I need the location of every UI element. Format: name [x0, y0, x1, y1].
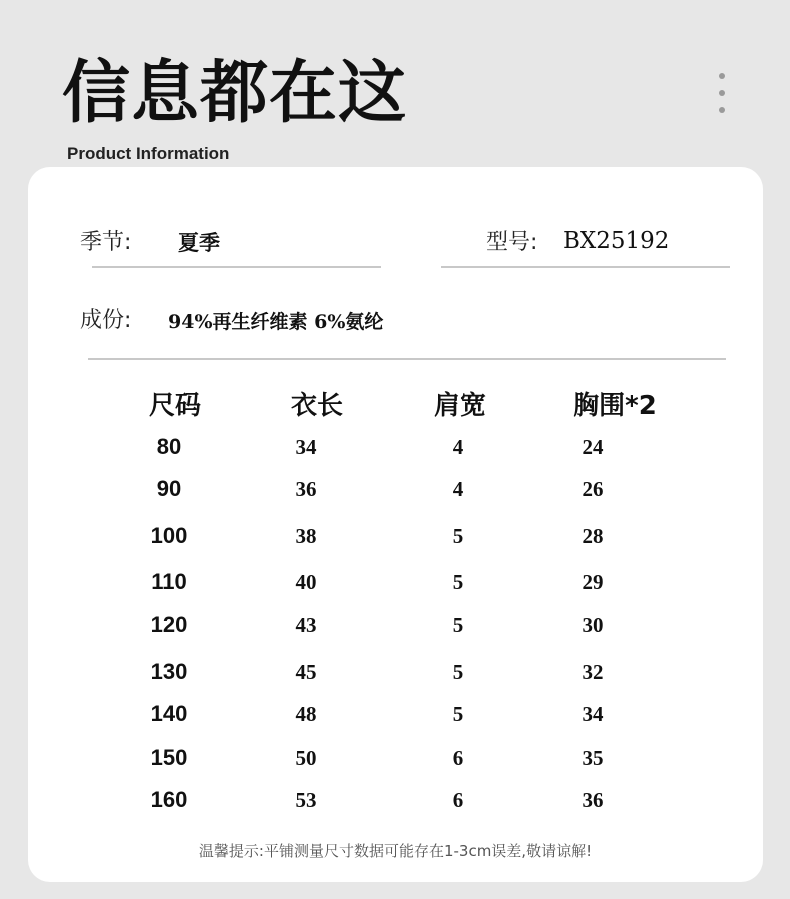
- table-row: [28, 562, 763, 602]
- table-row: [28, 694, 763, 734]
- length-cell: 53: [295, 788, 317, 812]
- size-cell: 130: [150, 659, 188, 684]
- menu-dot: [719, 73, 725, 79]
- shoulder-cell: 4: [452, 477, 464, 501]
- composition-label: 成份:: [80, 308, 132, 333]
- table-row: [28, 427, 763, 467]
- length-cell: 36: [295, 477, 317, 501]
- chest-cell: 24: [582, 435, 604, 459]
- table-row: [28, 605, 763, 645]
- size-cell: 100: [150, 523, 188, 548]
- shoulder-cell: 5: [452, 524, 464, 548]
- shoulder-cell: 6: [452, 746, 464, 770]
- chest-cell: 26: [582, 477, 604, 501]
- shoulder-cell: 5: [452, 660, 464, 684]
- shoulder-cell: 5: [452, 570, 464, 594]
- product-info-card: [28, 167, 763, 882]
- page-title: 信息都在这: [62, 54, 408, 133]
- length-cell: 45: [295, 660, 317, 684]
- size-cell: 150: [150, 745, 188, 770]
- chest-cell: 28: [582, 524, 604, 548]
- table-row: [28, 738, 763, 778]
- length-cell: 40: [295, 570, 317, 594]
- size-cell: 90: [156, 476, 182, 501]
- size-cell: 80: [156, 434, 182, 459]
- menu-dot: [719, 90, 725, 96]
- size-cell: 140: [150, 701, 188, 726]
- size-cell: 120: [150, 612, 188, 637]
- length-cell: 48: [295, 702, 317, 726]
- size-cell: 110: [151, 569, 187, 594]
- size-column-header: 尺码: [148, 391, 202, 421]
- composition-value: 94%再生纤维素 6%氨纶: [168, 311, 384, 333]
- length-cell: 38: [295, 524, 317, 548]
- shoulder-cell: 4: [452, 435, 464, 459]
- model-value: BX25192: [563, 228, 670, 254]
- shoulder-column-header: 肩宽: [433, 391, 487, 421]
- length-cell: 50: [295, 746, 317, 770]
- length-cell: 34: [295, 435, 317, 459]
- table-row: [28, 652, 763, 692]
- shoulder-cell: 5: [452, 702, 464, 726]
- season-divider: [92, 266, 381, 268]
- chest-cell: 36: [582, 788, 604, 812]
- chest-cell: 29: [582, 570, 604, 594]
- table-row: [28, 780, 763, 820]
- page-subtitle: Product Information: [67, 144, 230, 163]
- chest-cell: 32: [582, 660, 604, 684]
- model-divider: [441, 266, 730, 268]
- shoulder-cell: 6: [452, 788, 464, 812]
- chest-cell: 35: [582, 746, 604, 770]
- chest-column-header: 胸围*2: [573, 391, 657, 421]
- size-cell: 160: [150, 787, 188, 812]
- model-label: 型号:: [486, 230, 538, 255]
- season-value: 夏季: [178, 231, 220, 255]
- shoulder-cell: 5: [452, 613, 464, 637]
- chest-cell: 34: [582, 702, 604, 726]
- season-label: 季节:: [80, 230, 132, 255]
- table-row: [28, 469, 763, 509]
- length-column-header: 衣长: [290, 391, 344, 421]
- composition-divider: [88, 358, 726, 360]
- measurement-note: 温馨提示:平铺测量尺寸数据可能存在1-3cm误差,敬请谅解!: [198, 842, 593, 860]
- menu-dot: [719, 107, 725, 113]
- length-cell: 43: [295, 613, 317, 637]
- chest-cell: 30: [582, 613, 604, 637]
- table-row: [28, 516, 763, 556]
- more-options-icon[interactable]: [712, 70, 732, 116]
